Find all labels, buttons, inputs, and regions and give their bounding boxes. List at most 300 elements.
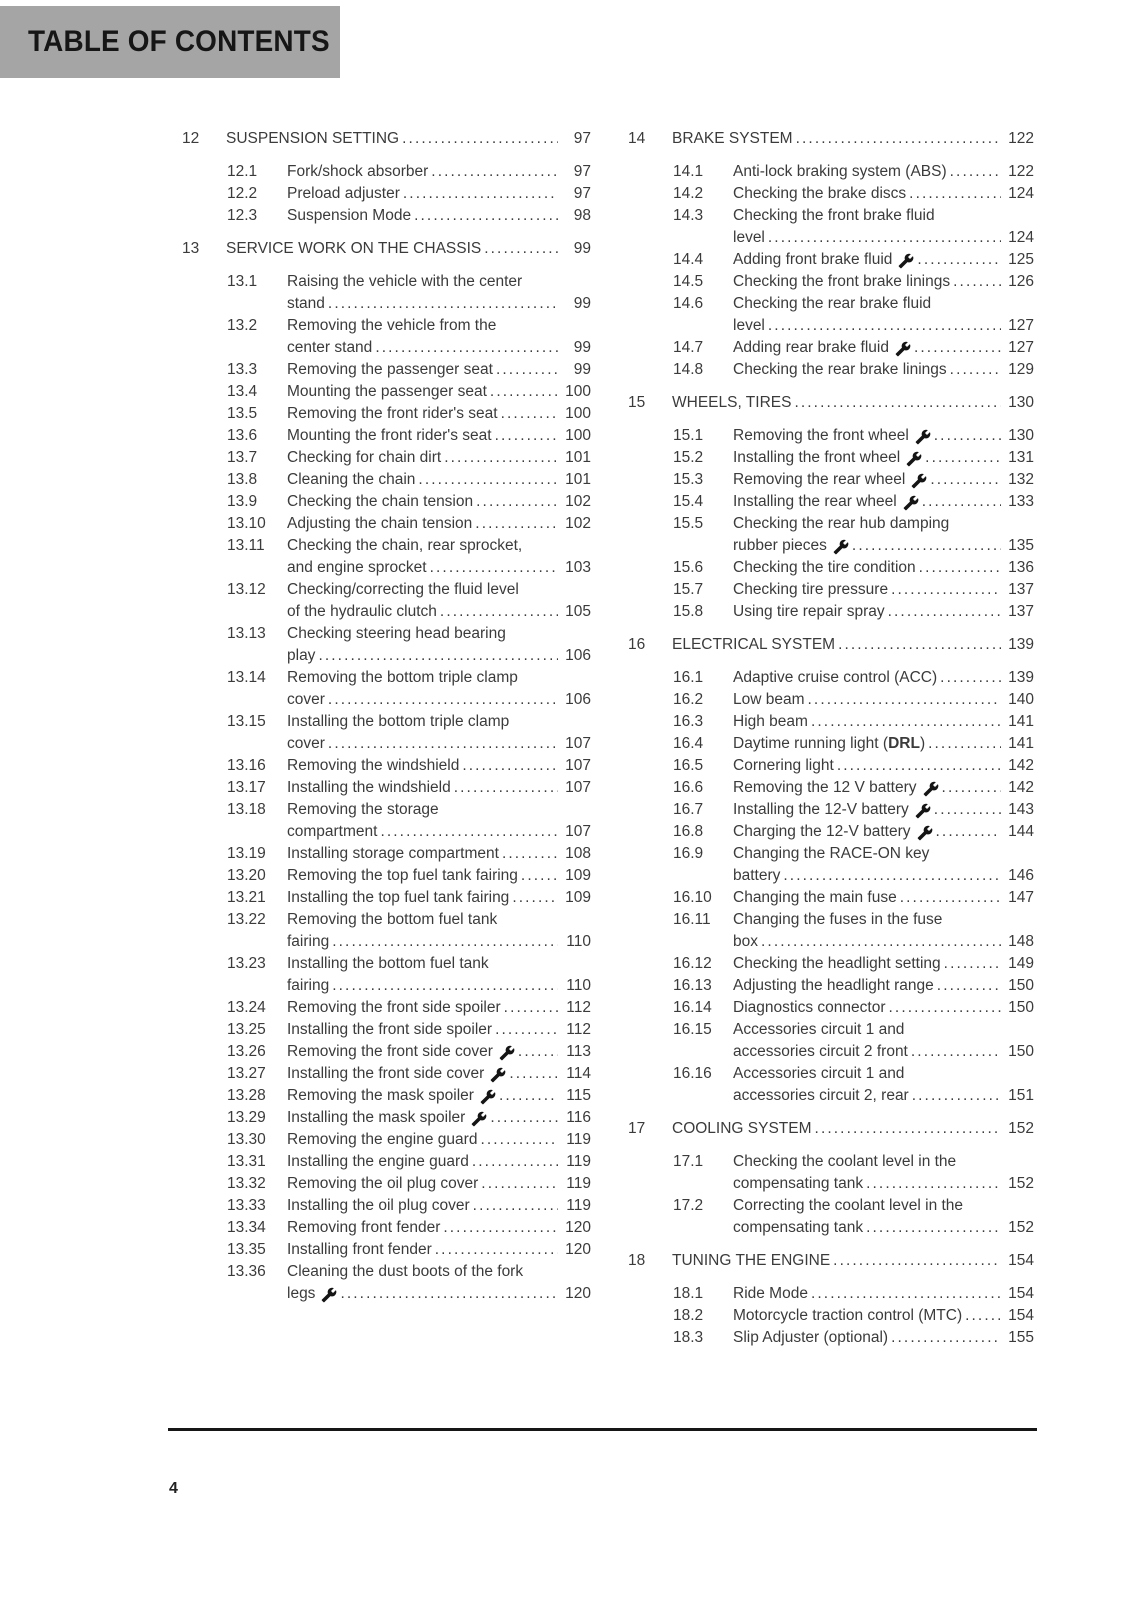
dot-leader bbox=[475, 513, 558, 535]
entry-last-line bbox=[733, 1041, 1034, 1063]
entry-page-number: 114 bbox=[566, 1065, 591, 1082]
toc-entry bbox=[673, 513, 1034, 557]
chapter-sections bbox=[628, 425, 1034, 623]
entry-body bbox=[733, 491, 1034, 513]
entry-number: 15.7 bbox=[673, 581, 704, 598]
entry-page-number: 144 bbox=[1008, 823, 1034, 840]
wrench-icon bbox=[915, 803, 931, 819]
dot-leader bbox=[454, 777, 558, 799]
entry-body bbox=[733, 887, 1034, 909]
entry-body bbox=[287, 513, 591, 535]
dot-leader bbox=[480, 1129, 558, 1151]
chapter-heading-row bbox=[628, 128, 1034, 150]
dot-leader bbox=[811, 1283, 1001, 1305]
dot-leader bbox=[496, 359, 558, 381]
dot-leader bbox=[837, 755, 1001, 777]
entry-number: 15.4 bbox=[673, 493, 704, 510]
dot-leader bbox=[509, 1063, 558, 1085]
entry-body bbox=[287, 447, 591, 469]
entry-number: 16.16 bbox=[673, 1065, 712, 1082]
toc-entry bbox=[673, 909, 1034, 953]
dot-leader bbox=[937, 975, 1001, 997]
entry-last-line bbox=[733, 865, 1034, 887]
entry-text-line: Checking the chain, rear sprocket, bbox=[287, 537, 523, 554]
dot-leader bbox=[495, 1019, 558, 1041]
entry-number: 13.13 bbox=[227, 625, 266, 642]
entry-text: Adjusting the headlight range bbox=[733, 977, 934, 994]
toc-entry bbox=[227, 491, 591, 513]
entry-body bbox=[733, 1019, 1034, 1063]
entry-last-line bbox=[287, 1239, 591, 1261]
dot-leader bbox=[484, 238, 558, 260]
entry-body bbox=[733, 183, 1034, 205]
entry-number: 16.9 bbox=[673, 845, 704, 862]
entry-text: of the hydraulic clutch bbox=[287, 603, 437, 620]
entry-page-number: 106 bbox=[565, 691, 591, 708]
entry-body bbox=[287, 755, 591, 777]
entry-page-number: 102 bbox=[565, 493, 591, 510]
entry-body bbox=[287, 1195, 591, 1217]
entry-number: 13.21 bbox=[227, 889, 266, 906]
entry-body bbox=[287, 1151, 591, 1173]
entry-body bbox=[287, 997, 591, 1019]
entry-text: Removing the engine guard bbox=[287, 1131, 478, 1148]
toc-entry bbox=[673, 271, 1034, 293]
entry-body bbox=[287, 359, 591, 381]
entry-text: Adaptive cruise control (ACC) bbox=[733, 669, 938, 686]
entry-number: 12.3 bbox=[227, 207, 258, 224]
entry-body bbox=[733, 359, 1034, 381]
entry-body bbox=[287, 843, 591, 865]
dot-leader bbox=[761, 931, 1001, 953]
entry-number: 15.1 bbox=[673, 427, 704, 444]
toc-entry bbox=[673, 1195, 1034, 1239]
entry-body bbox=[287, 953, 591, 997]
entry-number: 14.6 bbox=[673, 295, 704, 312]
entry-number: 13.27 bbox=[227, 1065, 266, 1082]
entry-body bbox=[287, 711, 591, 755]
entry-body bbox=[287, 865, 591, 887]
toc-entry bbox=[227, 183, 591, 205]
dot-leader bbox=[888, 601, 1001, 623]
entry-number: 16.5 bbox=[673, 757, 704, 774]
toc-entry bbox=[673, 557, 1034, 579]
entry-body bbox=[733, 271, 1034, 293]
toc-chapter bbox=[628, 392, 1034, 623]
entry-page-number: 154 bbox=[1008, 1285, 1034, 1302]
toc-entry bbox=[227, 315, 591, 359]
entry-number: 13.8 bbox=[227, 471, 258, 488]
entry-text: compensating tank bbox=[733, 1175, 864, 1192]
entry-number: 12.2 bbox=[227, 185, 258, 202]
dot-leader bbox=[811, 711, 1001, 733]
entry-body bbox=[733, 667, 1034, 689]
entry-page-number: 112 bbox=[566, 999, 591, 1016]
entry-text: Installing the front wheel bbox=[733, 449, 901, 466]
toc-entry bbox=[227, 1107, 591, 1129]
dot-leader bbox=[490, 381, 558, 403]
toc-entry bbox=[673, 887, 1034, 909]
entry-number: 13.34 bbox=[227, 1219, 266, 1236]
entry-number: 15.6 bbox=[673, 559, 704, 576]
entry-text: Checking the headlight setting bbox=[733, 955, 941, 972]
entry-number: 14.4 bbox=[673, 251, 704, 268]
entry-text: Changing the main fuse bbox=[733, 889, 897, 906]
dot-leader bbox=[768, 315, 1001, 337]
chapter-title: TUNING THE ENGINE bbox=[672, 1252, 831, 1269]
entry-body bbox=[733, 205, 1034, 249]
toc-entry bbox=[227, 1195, 591, 1217]
dot-leader bbox=[942, 777, 1001, 799]
entry-body bbox=[287, 469, 591, 491]
toc-entry bbox=[673, 161, 1034, 183]
entry-number: 16.12 bbox=[673, 955, 712, 972]
entry-text: accessories circuit 2 front bbox=[733, 1043, 908, 1060]
entry-text: box bbox=[733, 933, 758, 950]
entry-body bbox=[287, 491, 591, 513]
entry-body bbox=[287, 1041, 591, 1063]
entry-text: Installing front fender bbox=[287, 1241, 432, 1258]
entry-page-number: 126 bbox=[1008, 273, 1034, 290]
entry-last-line bbox=[287, 293, 591, 315]
entry-text: cover bbox=[287, 735, 325, 752]
entry-last-line bbox=[733, 601, 1034, 623]
entry-text: accessories circuit 2, rear bbox=[733, 1087, 909, 1104]
entry-text: Low beam bbox=[733, 691, 805, 708]
entry-last-line bbox=[733, 1173, 1034, 1195]
dot-leader bbox=[518, 1041, 558, 1063]
entry-text-line: Installing the bottom triple clamp bbox=[287, 713, 510, 730]
entry-number: 14.7 bbox=[673, 339, 704, 356]
dot-leader bbox=[444, 447, 558, 469]
chapter-title: SERVICE WORK ON THE CHASSIS bbox=[226, 240, 482, 257]
entry-last-line bbox=[733, 1327, 1034, 1349]
entry-text: Removing the 12 V battery bbox=[733, 779, 917, 796]
page-header bbox=[0, 6, 340, 78]
chapter-page-number: 99 bbox=[573, 240, 591, 257]
entry-last-line bbox=[287, 183, 591, 205]
entry-page-number: 127 bbox=[1008, 317, 1034, 334]
entry-page-number: 137 bbox=[1008, 603, 1034, 620]
entry-number: 16.4 bbox=[673, 735, 704, 752]
entry-last-line bbox=[733, 755, 1034, 777]
table-of-contents bbox=[182, 128, 1034, 1349]
entry-number: 13.20 bbox=[227, 867, 266, 884]
dot-leader bbox=[435, 1239, 558, 1261]
entry-text: level bbox=[733, 317, 765, 334]
entry-text: Installing the rear wheel bbox=[733, 493, 897, 510]
dot-leader bbox=[891, 579, 1001, 601]
dot-leader bbox=[891, 1327, 1001, 1349]
toc-entry bbox=[673, 183, 1034, 205]
entry-body bbox=[733, 447, 1034, 469]
entry-last-line bbox=[287, 975, 591, 997]
toc-entry bbox=[227, 1151, 591, 1173]
toc-entry bbox=[673, 337, 1034, 359]
chapter-number: 12 bbox=[182, 130, 200, 147]
dot-leader bbox=[922, 491, 1001, 513]
entry-body bbox=[733, 293, 1034, 337]
entry-number: 13.25 bbox=[227, 1021, 266, 1038]
chapter-title: WHEELS, TIRES bbox=[672, 394, 792, 411]
entry-last-line bbox=[733, 689, 1034, 711]
entry-last-line bbox=[287, 1195, 591, 1217]
entry-page-number: 124 bbox=[1008, 185, 1034, 202]
entry-text-line: Checking the front brake fluid bbox=[733, 207, 935, 224]
dot-leader bbox=[430, 557, 558, 579]
chapter-page-number: 122 bbox=[1008, 130, 1034, 147]
toc-entry bbox=[227, 271, 591, 315]
chapter-number: 14 bbox=[628, 130, 646, 147]
entry-page-number: 131 bbox=[1008, 449, 1034, 466]
dot-leader bbox=[866, 1173, 1001, 1195]
entry-text: Installing the top fuel tank fairing bbox=[287, 889, 510, 906]
toc-entry bbox=[673, 1305, 1034, 1327]
entry-last-line bbox=[733, 227, 1034, 249]
entry-number: 16.6 bbox=[673, 779, 704, 796]
toc-entry bbox=[673, 1063, 1034, 1107]
dot-leader bbox=[440, 601, 558, 623]
entry-last-line bbox=[733, 711, 1034, 733]
dot-leader bbox=[911, 1041, 1001, 1063]
toc-entry bbox=[673, 1327, 1034, 1349]
entry-last-line bbox=[287, 205, 591, 227]
entry-text: Removing the mask spoiler bbox=[287, 1087, 474, 1104]
entry-page-number: 100 bbox=[565, 383, 591, 400]
chapter-page-number: 139 bbox=[1008, 636, 1034, 653]
entry-text: Mounting the front rider's seat bbox=[287, 427, 492, 444]
entry-page-number: 137 bbox=[1008, 581, 1034, 598]
entry-number: 13.7 bbox=[227, 449, 258, 466]
entry-last-line bbox=[287, 1151, 591, 1173]
toc-entry bbox=[673, 799, 1034, 821]
entry-text: compensating tank bbox=[733, 1219, 864, 1236]
entry-page-number: 133 bbox=[1008, 493, 1034, 510]
dot-leader bbox=[889, 997, 1002, 1019]
dot-leader bbox=[900, 887, 1001, 909]
entry-page-number: 130 bbox=[1008, 427, 1034, 444]
toc-entry bbox=[227, 623, 591, 667]
wrench-icon bbox=[915, 429, 931, 445]
toc-entry bbox=[673, 755, 1034, 777]
entry-last-line bbox=[287, 1041, 591, 1063]
dot-leader bbox=[332, 975, 558, 997]
chapter-sections bbox=[182, 161, 591, 227]
chapter-number: 17 bbox=[628, 1120, 646, 1137]
entry-text: Adding rear brake fluid bbox=[733, 339, 889, 356]
entry-number: 17.1 bbox=[673, 1153, 704, 1170]
entry-last-line bbox=[733, 359, 1034, 381]
entry-page-number: 127 bbox=[1008, 339, 1034, 356]
toc-entry bbox=[227, 425, 591, 447]
toc-chapter bbox=[628, 128, 1034, 381]
entry-number: 13.32 bbox=[227, 1175, 266, 1192]
entry-number: 16.15 bbox=[673, 1021, 712, 1038]
entry-page-number: 124 bbox=[1008, 229, 1034, 246]
entry-page-number: 105 bbox=[565, 603, 591, 620]
wrench-icon bbox=[490, 1067, 506, 1083]
entry-number: 16.10 bbox=[673, 889, 712, 906]
chapter-heading-row bbox=[182, 238, 591, 260]
entry-body bbox=[287, 1063, 591, 1085]
entry-last-line bbox=[287, 645, 591, 667]
dot-leader bbox=[909, 183, 1001, 205]
toc-entry bbox=[227, 909, 591, 953]
entry-last-line bbox=[287, 733, 591, 755]
toc-entry bbox=[673, 425, 1034, 447]
toc-entry bbox=[227, 711, 591, 755]
entry-page-number: 107 bbox=[565, 779, 591, 796]
toc-entry bbox=[227, 887, 591, 909]
entry-body bbox=[287, 799, 591, 843]
entry-page-number: 100 bbox=[565, 405, 591, 422]
chapter-sections bbox=[628, 1151, 1034, 1239]
entry-body bbox=[287, 1085, 591, 1107]
entry-body bbox=[733, 337, 1034, 359]
chapter-title: ELECTRICAL SYSTEM bbox=[672, 636, 836, 653]
entry-text: Removing the front side cover bbox=[287, 1043, 493, 1060]
entry-page-number: 101 bbox=[565, 471, 591, 488]
toc-entry bbox=[227, 1063, 591, 1085]
entry-number: 13.14 bbox=[227, 669, 266, 686]
entry-text: Cornering light bbox=[733, 757, 834, 774]
entry-number: 16.13 bbox=[673, 977, 712, 994]
entry-page-number: 141 bbox=[1008, 713, 1034, 730]
toc-chapter bbox=[628, 1118, 1034, 1239]
entry-body bbox=[733, 161, 1034, 183]
entry-last-line bbox=[733, 271, 1034, 293]
entry-text: Removing the windshield bbox=[287, 757, 460, 774]
dot-leader bbox=[481, 1173, 558, 1195]
entry-text: Installing the front side cover bbox=[287, 1065, 485, 1082]
toc-column-right bbox=[628, 128, 1034, 1349]
entry-body bbox=[287, 271, 591, 315]
dot-leader bbox=[521, 865, 558, 887]
chapter-page-number: 130 bbox=[1008, 394, 1034, 411]
entry-body bbox=[287, 1019, 591, 1041]
entry-body bbox=[733, 1151, 1034, 1195]
entry-page-number: 143 bbox=[1008, 801, 1034, 818]
toc-entry bbox=[673, 689, 1034, 711]
entry-body bbox=[733, 997, 1034, 1019]
dot-leader bbox=[472, 1151, 558, 1173]
entry-text: Installing the front side spoiler bbox=[287, 1021, 493, 1038]
dot-leader bbox=[768, 227, 1001, 249]
wrench-icon bbox=[321, 1287, 337, 1303]
entry-number: 15.2 bbox=[673, 449, 704, 466]
entry-number: 14.8 bbox=[673, 361, 704, 378]
entry-body bbox=[733, 777, 1034, 799]
entry-text: battery bbox=[733, 867, 781, 884]
entry-text: stand bbox=[287, 295, 325, 312]
entry-last-line bbox=[733, 1085, 1034, 1107]
entry-text: Suspension Mode bbox=[287, 207, 412, 224]
entry-text: Checking the tire condition bbox=[733, 559, 916, 576]
toc-entry bbox=[673, 711, 1034, 733]
toc-entry bbox=[227, 1217, 591, 1239]
entry-text: High beam bbox=[733, 713, 808, 730]
entry-last-line bbox=[287, 359, 591, 381]
toc-entry bbox=[227, 579, 591, 623]
entry-body bbox=[287, 183, 591, 205]
entry-number: 14.3 bbox=[673, 207, 704, 224]
entry-last-line bbox=[733, 579, 1034, 601]
entry-text: Charging the 12-V battery bbox=[733, 823, 911, 840]
chapter-page-number: 97 bbox=[573, 130, 591, 147]
entry-number: 13.16 bbox=[227, 757, 266, 774]
chapter-heading-row bbox=[628, 1250, 1034, 1272]
entry-body bbox=[287, 315, 591, 359]
entry-page-number: 99 bbox=[573, 361, 591, 378]
entry-number: 13.4 bbox=[227, 383, 258, 400]
entry-number: 13.30 bbox=[227, 1131, 266, 1148]
chapter-sections bbox=[628, 1283, 1034, 1349]
entry-text-line: Checking the rear brake fluid bbox=[733, 295, 932, 312]
toc-entry bbox=[227, 1041, 591, 1063]
toc-entry bbox=[673, 359, 1034, 381]
entry-last-line bbox=[733, 425, 1034, 447]
dot-leader bbox=[944, 953, 1001, 975]
entry-last-line bbox=[733, 469, 1034, 491]
toc-entry bbox=[673, 293, 1034, 337]
entry-page-number: 152 bbox=[1008, 1175, 1034, 1192]
entry-body bbox=[733, 689, 1034, 711]
dot-leader bbox=[833, 1250, 1001, 1272]
chapter-title: COOLING SYSTEM bbox=[672, 1120, 812, 1137]
chapter-number: 13 bbox=[182, 240, 200, 257]
entry-page-number: 107 bbox=[565, 823, 591, 840]
entry-body bbox=[733, 1063, 1034, 1107]
dot-leader bbox=[914, 337, 1001, 359]
entry-text: Motorcycle traction control (MTC) bbox=[733, 1307, 963, 1324]
wrench-icon bbox=[923, 781, 939, 797]
entry-body bbox=[733, 711, 1034, 733]
dot-leader bbox=[403, 183, 558, 205]
entry-last-line bbox=[287, 601, 591, 623]
entry-last-line bbox=[733, 975, 1034, 997]
entry-text: compartment bbox=[287, 823, 378, 840]
entry-number: 14.2 bbox=[673, 185, 704, 202]
entry-body bbox=[287, 161, 591, 183]
entry-last-line bbox=[733, 315, 1034, 337]
wrench-icon bbox=[471, 1111, 487, 1127]
entry-last-line bbox=[287, 1019, 591, 1041]
entry-last-line bbox=[287, 1217, 591, 1239]
page-title: TABLE OF CONTENTS bbox=[28, 25, 330, 58]
entry-last-line bbox=[733, 821, 1034, 843]
wrench-icon bbox=[903, 495, 919, 511]
entry-last-line bbox=[287, 1173, 591, 1195]
chapter-title: BRAKE SYSTEM bbox=[672, 130, 793, 147]
entry-body bbox=[287, 1129, 591, 1151]
chapter-heading-row bbox=[628, 634, 1034, 656]
entry-page-number: 125 bbox=[1008, 251, 1034, 268]
entry-text: Adjusting the chain tension bbox=[287, 515, 473, 532]
entry-body bbox=[733, 909, 1034, 953]
entry-last-line bbox=[733, 667, 1034, 689]
dot-leader bbox=[930, 469, 1001, 491]
entry-body bbox=[733, 1327, 1034, 1349]
entry-page-number: 149 bbox=[1008, 955, 1034, 972]
entry-text: fairing bbox=[287, 977, 330, 994]
entry-text: legs bbox=[287, 1285, 316, 1302]
entry-page-number: 112 bbox=[566, 1021, 591, 1038]
dot-leader bbox=[808, 689, 1001, 711]
entry-text: Anti-lock braking system (ABS) bbox=[733, 163, 947, 180]
entry-last-line bbox=[287, 469, 591, 491]
entry-page-number: 97 bbox=[573, 163, 591, 180]
chapter-page-number: 154 bbox=[1008, 1252, 1034, 1269]
